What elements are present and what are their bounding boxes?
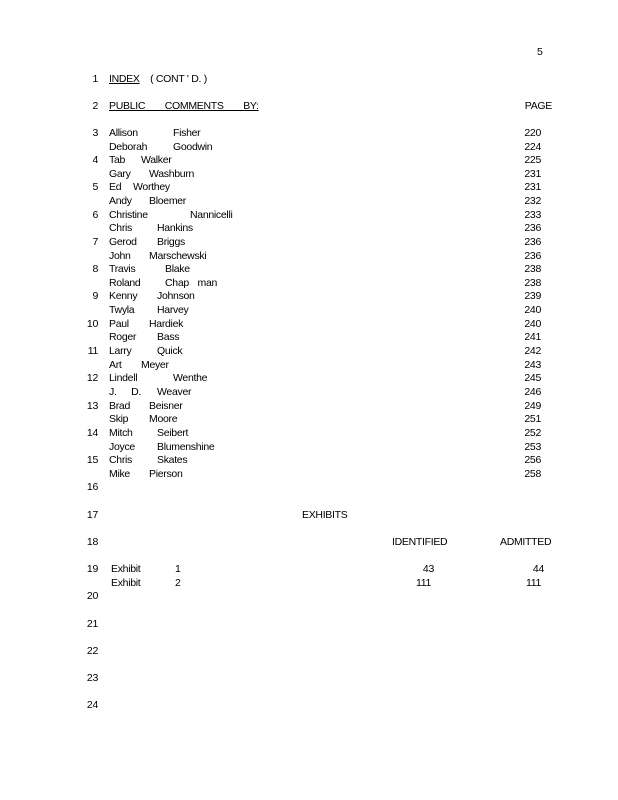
line-number: 9 xyxy=(92,290,98,302)
speaker-page: 236 xyxy=(524,250,541,262)
speaker-last-name: Walker xyxy=(141,154,172,166)
speaker-page: 258 xyxy=(524,468,541,480)
line-number: 19 xyxy=(86,563,98,575)
speaker-first-name: Skip xyxy=(109,413,129,425)
speaker-first-name: Lindell xyxy=(109,372,138,384)
speaker-first-name: Joyce xyxy=(109,441,135,453)
line-number: 6 xyxy=(92,209,98,221)
exhibits-heading: EXHIBITS xyxy=(302,509,348,521)
speaker-last-name: Nannicelli xyxy=(190,209,233,221)
speaker-last-name: Meyer xyxy=(141,359,169,371)
index-suffix: ( CONT ' D. ) xyxy=(150,73,207,85)
speaker-page: 236 xyxy=(524,236,541,248)
line-number: 11 xyxy=(87,345,98,357)
speaker-last-name: Hardiek xyxy=(149,318,184,330)
public-comments-heading: PUBLIC COMMENTS BY: xyxy=(109,100,259,112)
line-number: 16 xyxy=(86,481,98,493)
speaker-page: 240 xyxy=(524,304,541,316)
speaker-last-name: Blake xyxy=(165,263,190,275)
speaker-page: 241 xyxy=(524,331,541,343)
line-number: 18 xyxy=(86,536,98,548)
speaker-first-name: Chris xyxy=(109,222,133,234)
speaker-first-name: Andy xyxy=(109,195,132,207)
line-number: 12 xyxy=(86,372,98,384)
speaker-first-name: Chris xyxy=(109,454,133,466)
speaker-first-name: J. D. xyxy=(109,386,142,398)
line-number: 2 xyxy=(92,100,98,112)
speaker-first-name: Gary xyxy=(109,168,131,180)
speaker-page: 233 xyxy=(524,209,541,221)
exhibit-admitted-page: 44 xyxy=(532,563,544,575)
index-title: INDEX xyxy=(109,73,140,85)
page-column-header: PAGE xyxy=(524,100,552,112)
speaker-last-name: Blumenshine xyxy=(157,441,215,453)
exhibit-label: Exhibit xyxy=(111,563,141,575)
speaker-first-name: John xyxy=(109,250,131,262)
speaker-first-name: Gerod xyxy=(109,236,137,248)
line-number: 14 xyxy=(86,427,98,439)
speaker-first-name: Ed xyxy=(109,181,122,193)
line-number: 22 xyxy=(86,645,98,657)
speaker-page: 256 xyxy=(524,454,541,466)
speaker-first-name: Kenny xyxy=(109,290,138,302)
speaker-page: 224 xyxy=(524,141,541,153)
speaker-last-name: Quick xyxy=(157,345,183,357)
speaker-last-name: Goodwin xyxy=(173,141,213,153)
speaker-page: 220 xyxy=(524,127,541,139)
speaker-last-name: Weaver xyxy=(157,386,192,398)
exhibit-identified-page: 111 xyxy=(415,577,431,589)
speaker-first-name: Mike xyxy=(109,468,130,480)
speaker-last-name: Moore xyxy=(149,413,178,425)
line-number: 20 xyxy=(86,590,98,602)
speaker-first-name: Christine xyxy=(109,209,148,221)
speaker-page: 249 xyxy=(524,400,541,412)
speaker-page: 246 xyxy=(524,386,541,398)
speaker-first-name: Roland xyxy=(109,277,141,289)
page-number: 5 xyxy=(537,46,543,58)
speaker-page: 232 xyxy=(524,195,541,207)
speaker-page: 243 xyxy=(524,359,541,371)
speaker-first-name: Brad xyxy=(109,400,130,412)
speaker-last-name: Marschewski xyxy=(149,250,207,262)
speaker-last-name: Johnson xyxy=(157,290,195,302)
admitted-column-header: ADMITTED xyxy=(500,536,552,548)
identified-column-header: IDENTIFIED xyxy=(392,536,448,548)
speaker-first-name: Roger xyxy=(109,331,137,343)
speaker-first-name: Deborah xyxy=(109,141,148,153)
speaker-first-name: Allison xyxy=(109,127,138,139)
exhibit-number: 1 xyxy=(175,563,181,575)
speaker-last-name: Briggs xyxy=(157,236,185,248)
speaker-page: 251 xyxy=(524,413,541,425)
speaker-last-name: Worthey xyxy=(133,181,170,193)
speaker-page: 242 xyxy=(524,345,541,357)
line-number: 1 xyxy=(92,73,98,85)
speaker-page: 245 xyxy=(524,372,541,384)
exhibit-number: 2 xyxy=(175,577,181,589)
speaker-first-name: Tab xyxy=(109,154,126,166)
speaker-page: 236 xyxy=(524,222,541,234)
speaker-first-name: Mitch xyxy=(109,427,133,439)
index-heading xyxy=(109,73,207,85)
speaker-page: 238 xyxy=(524,277,541,289)
speaker-last-name: Chap man xyxy=(165,277,218,289)
speaker-first-name: Paul xyxy=(109,318,129,330)
speaker-last-name: Skates xyxy=(157,454,188,466)
line-number: 4 xyxy=(92,154,98,166)
speaker-last-name: Washburn xyxy=(149,168,195,180)
speaker-page: 239 xyxy=(524,290,541,302)
line-number: 7 xyxy=(92,236,98,248)
line-number: 23 xyxy=(86,672,98,684)
exhibit-label: Exhibit xyxy=(111,577,141,589)
speaker-last-name: Bass xyxy=(157,331,180,343)
speaker-last-name: Hankins xyxy=(157,222,193,234)
speaker-first-name: Art xyxy=(109,359,122,371)
speaker-page: 225 xyxy=(524,154,541,166)
speaker-page: 253 xyxy=(524,441,541,453)
exhibit-identified-page: 43 xyxy=(422,563,434,575)
speaker-page: 238 xyxy=(524,263,541,275)
line-number: 15 xyxy=(86,454,98,466)
speaker-first-name: Larry xyxy=(109,345,132,357)
speaker-last-name: Seibert xyxy=(157,427,189,439)
speaker-last-name: Fisher xyxy=(173,127,201,139)
line-number: 13 xyxy=(86,400,98,412)
line-number: 17 xyxy=(86,509,98,521)
speaker-page: 231 xyxy=(524,181,541,193)
speaker-last-name: Pierson xyxy=(149,468,183,480)
speaker-page: 240 xyxy=(524,318,541,330)
line-number: 8 xyxy=(92,263,98,275)
speaker-last-name: Harvey xyxy=(157,304,189,316)
speaker-first-name: Twyla xyxy=(109,304,135,316)
line-number: 24 xyxy=(86,699,98,711)
speaker-first-name: Travis xyxy=(109,263,136,275)
speaker-last-name: Bloemer xyxy=(149,195,186,207)
exhibit-admitted-page: 111 xyxy=(525,577,541,589)
line-number: 10 xyxy=(86,318,98,330)
speaker-last-name: Wenthe xyxy=(173,372,208,384)
speaker-page: 231 xyxy=(524,168,541,180)
speaker-page: 252 xyxy=(524,427,541,439)
line-number: 21 xyxy=(86,618,98,630)
line-number: 5 xyxy=(92,181,98,193)
speaker-last-name: Beisner xyxy=(149,400,183,412)
line-number: 3 xyxy=(92,127,98,139)
